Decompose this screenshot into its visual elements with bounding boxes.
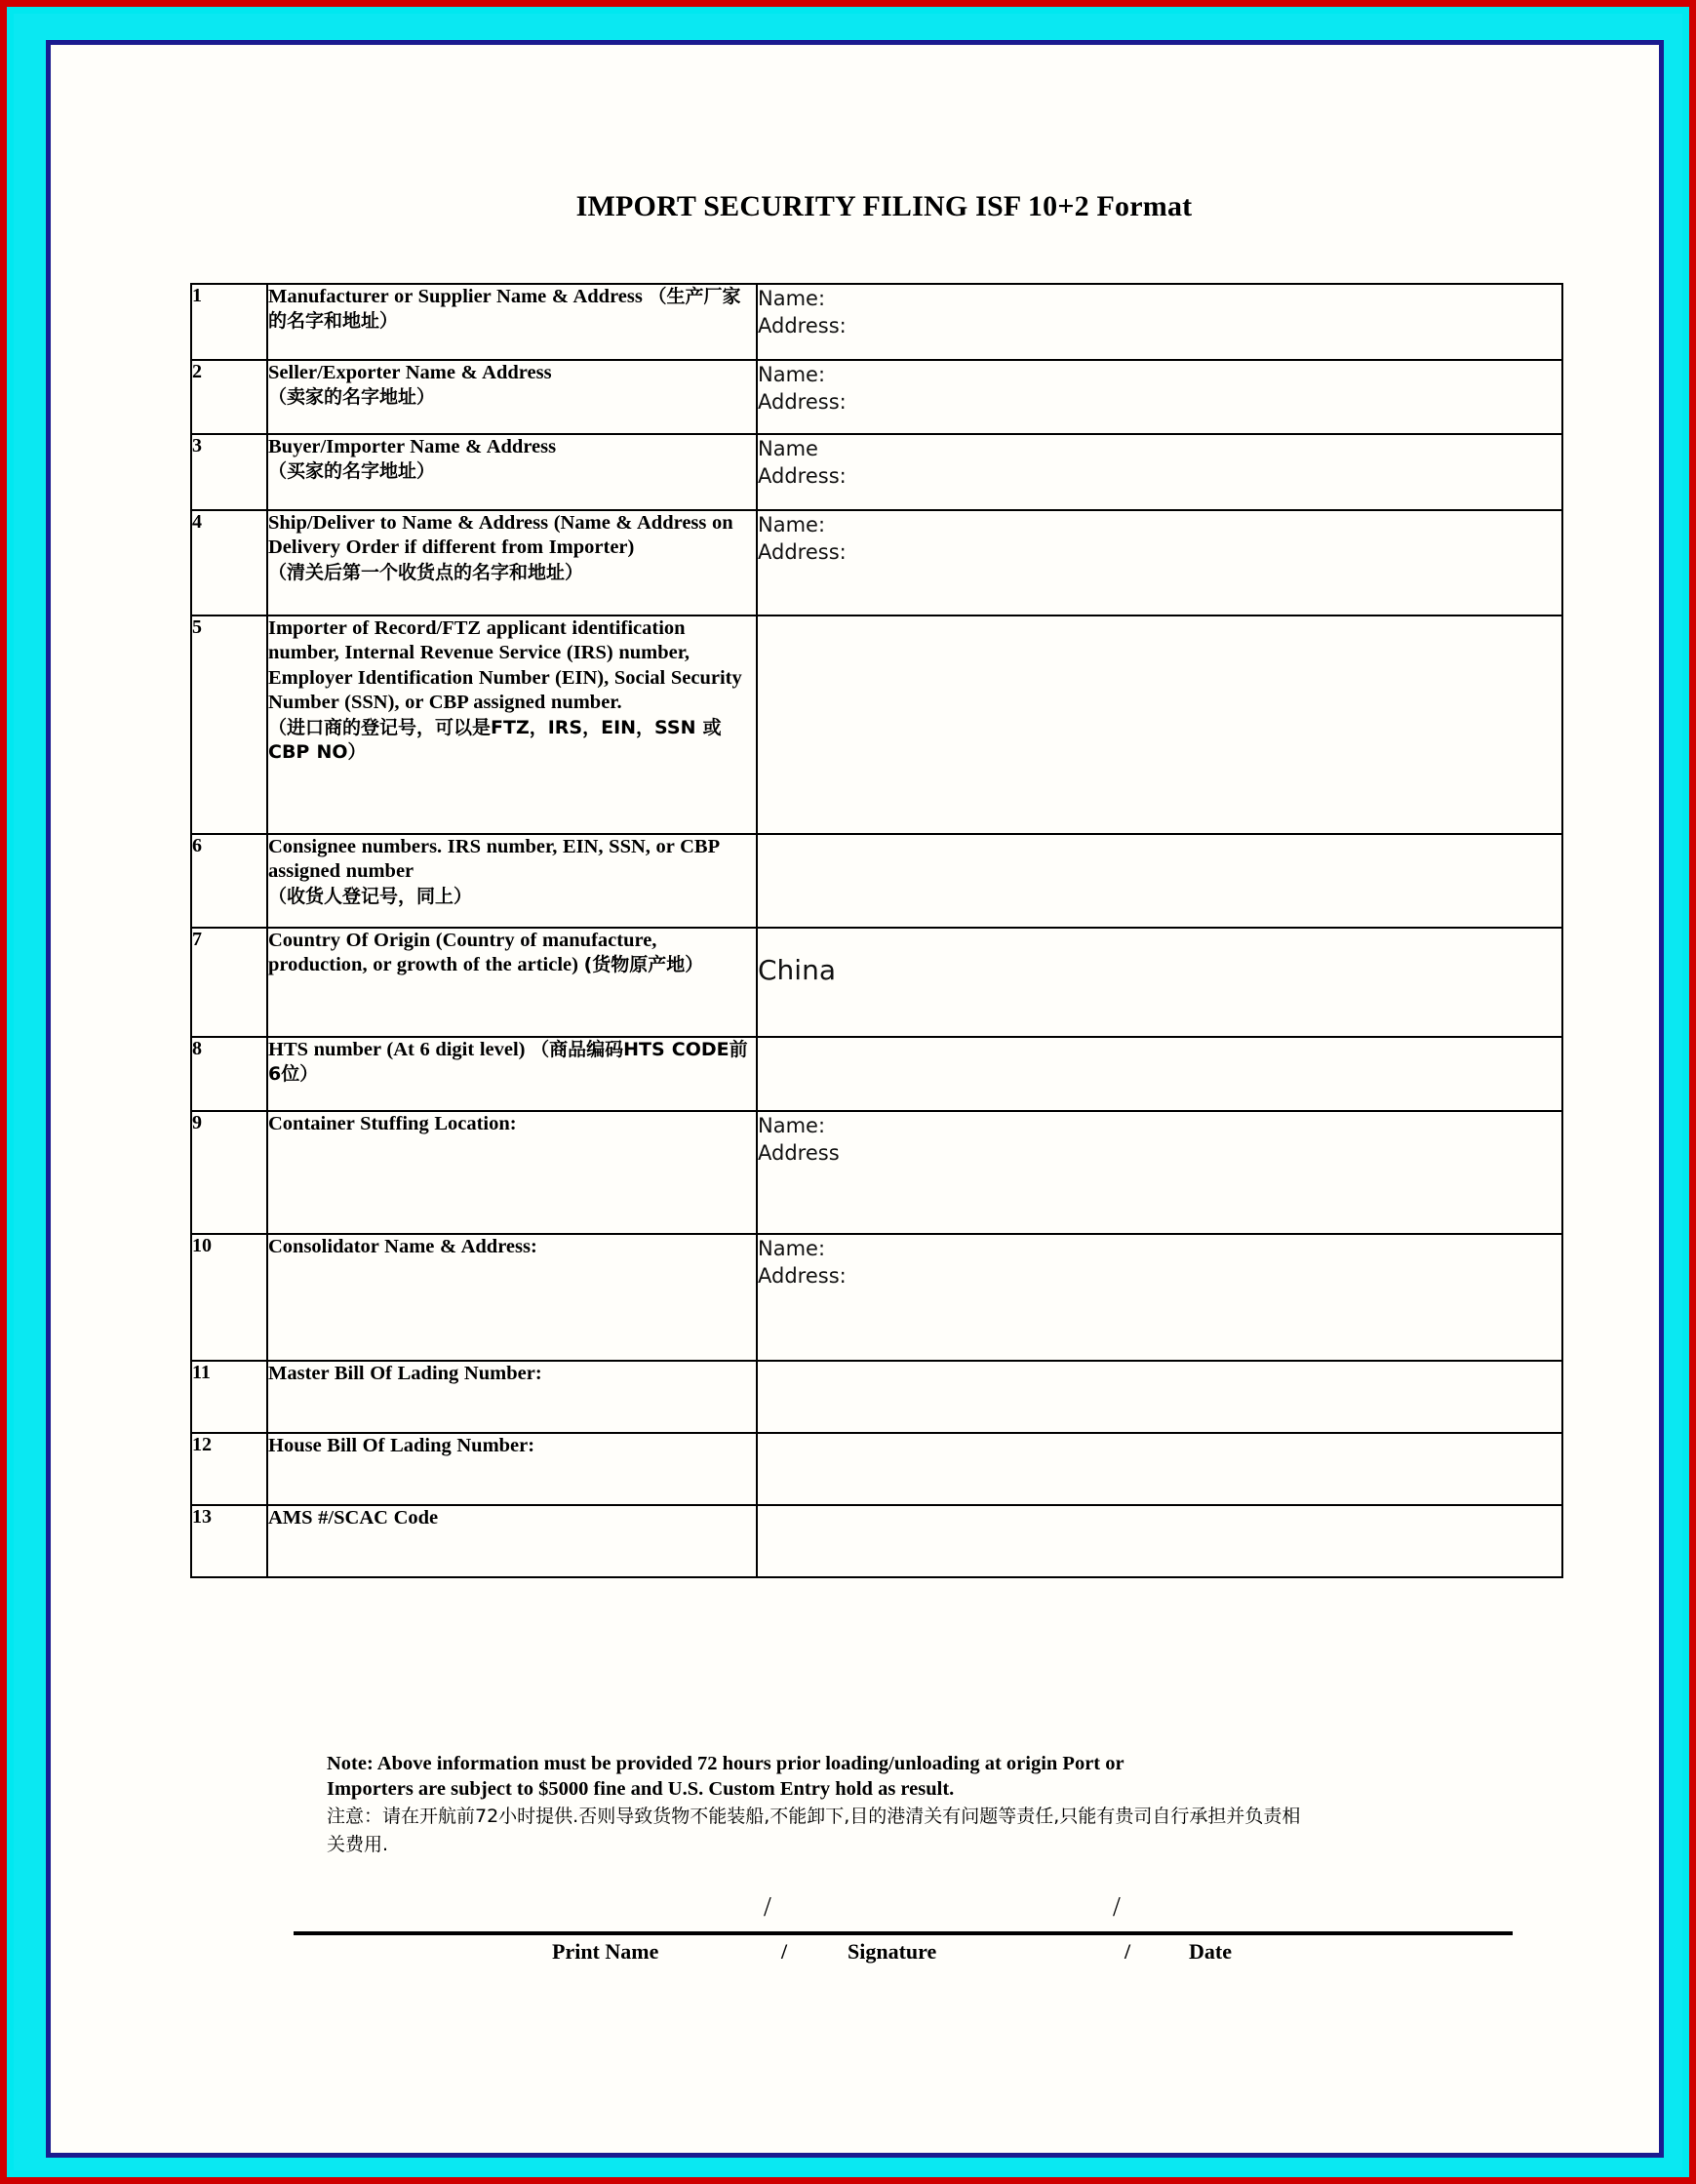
date-label: Date xyxy=(1189,1939,1232,1964)
row-label-cell xyxy=(267,615,757,834)
row-label-cell xyxy=(267,360,757,434)
row-number-cell: 10 xyxy=(191,1234,267,1361)
table-row xyxy=(191,1361,1562,1433)
note-english-line-1: Note: Above information must be provided 72 hours prior loading/unloading at origin Port or xyxy=(327,1753,1124,1774)
signature-block xyxy=(294,1885,1513,2002)
row-number-cell: 1 xyxy=(191,284,267,360)
note-english-line-2: Importers are subject to $5000 fine and U.S. Custom Entry hold as result. xyxy=(327,1778,955,1801)
signature-separator-1: / xyxy=(781,1939,788,1964)
value-line: Address xyxy=(758,1141,840,1166)
row-label-en: Buyer/Importer Name & Address xyxy=(268,436,557,457)
row-label-en: House Bill Of Lading Number: xyxy=(268,1435,535,1456)
table-row xyxy=(191,1111,1562,1234)
row-label-cell xyxy=(267,434,757,510)
row-value-cell[interactable] xyxy=(757,1111,1562,1234)
row-value-cell[interactable] xyxy=(757,1037,1562,1111)
signature-line[interactable] xyxy=(294,1931,1513,1935)
row-label-cell xyxy=(267,1433,757,1505)
table-row xyxy=(191,360,1562,434)
row-number-cell: 11 xyxy=(191,1361,267,1433)
signature-slash-mark-1: / xyxy=(764,1892,771,1923)
value-line: Name: xyxy=(758,363,826,386)
table-row xyxy=(191,1433,1562,1505)
row-number-cell: 7 xyxy=(191,928,267,1037)
row-value-cell[interactable] xyxy=(757,615,1562,834)
row-value-cell[interactable] xyxy=(757,360,1562,434)
row-label-en: Master Bill Of Lading Number: xyxy=(268,1363,542,1384)
row-label-en: Importer of Record/FTZ applicant identification number, Internal Revenue Service (IRS) number, Employer Identification Number (EIN), Social Security Number (SSN), or CBP assigned number. xyxy=(268,617,742,714)
row-label-cn: （卖家的名字地址） xyxy=(268,386,436,409)
value-line: Address: xyxy=(758,540,847,565)
country-of-origin-value: China xyxy=(758,954,836,986)
value-line: Address: xyxy=(758,1264,847,1289)
row-value-cell[interactable] xyxy=(757,1433,1562,1505)
row-label-en: Container Stuffing Location: xyxy=(268,1113,517,1134)
row-label-cn: （商品编码HTS CODE前6位） xyxy=(268,1039,748,1086)
value-spacer xyxy=(758,929,1561,954)
row-value-cell[interactable] xyxy=(757,1361,1562,1433)
row-label-cell xyxy=(267,1037,757,1111)
value-line: Name: xyxy=(758,1114,826,1137)
signature-labels xyxy=(294,1939,1513,1978)
table-row xyxy=(191,928,1562,1037)
row-number-cell: 12 xyxy=(191,1433,267,1505)
row-value-cell[interactable] xyxy=(757,510,1562,615)
signature-label: Signature xyxy=(848,1939,937,1964)
value-line: Address: xyxy=(758,314,847,338)
row-label-en: Seller/Exporter Name & Address xyxy=(268,362,552,383)
value-line: Name: xyxy=(758,513,826,536)
isf-form-table-body xyxy=(191,284,1562,1577)
row-label-cell xyxy=(267,1361,757,1433)
value-line: Name: xyxy=(758,287,826,310)
row-number-cell: 6 xyxy=(191,834,267,928)
row-value-cell[interactable] xyxy=(757,1505,1562,1577)
row-number-cell: 3 xyxy=(191,434,267,510)
table-row xyxy=(191,1037,1562,1111)
note-block xyxy=(327,1751,1526,1858)
value-line: Name xyxy=(758,437,818,460)
row-label-cn: (货物原产地） xyxy=(583,954,704,976)
row-value-cell[interactable] xyxy=(757,434,1562,510)
row-label-cell xyxy=(267,928,757,1037)
table-row xyxy=(191,1505,1562,1577)
table-row xyxy=(191,434,1562,510)
row-number-cell: 5 xyxy=(191,615,267,834)
row-label-cell xyxy=(267,834,757,928)
row-label-cell xyxy=(267,1505,757,1577)
row-label-cell xyxy=(267,1234,757,1361)
row-label-cell xyxy=(267,284,757,360)
isf-form-table xyxy=(190,283,1563,1578)
table-row xyxy=(191,510,1562,615)
row-label-cell xyxy=(267,1111,757,1234)
row-label-cell xyxy=(267,510,757,615)
row-number-cell: 9 xyxy=(191,1111,267,1234)
table-row xyxy=(191,615,1562,834)
row-label-en: AMS #/SCAC Code xyxy=(268,1507,439,1529)
row-label-en: Manufacturer or Supplier Name & Address xyxy=(268,286,643,307)
row-label-en: HTS number (At 6 digit level) xyxy=(268,1039,526,1060)
table-row xyxy=(191,1234,1562,1361)
row-number-cell: 2 xyxy=(191,360,267,434)
page-title: IMPORT SECURITY FILING ISF 10+2 Format xyxy=(575,190,1193,222)
document-page xyxy=(52,46,1658,2152)
row-number-cell: 4 xyxy=(191,510,267,615)
row-label-cn: （收货人登记号，同上） xyxy=(268,885,473,907)
print-name-label: Print Name xyxy=(552,1939,659,1964)
row-label-cn: （进口商的登记号，可以是FTZ，IRS，EIN，SSN 或CBP NO） xyxy=(268,716,722,764)
table-row xyxy=(191,284,1562,360)
row-label-en: Consignee numbers. IRS number, EIN, SSN, or CBP assigned number xyxy=(268,836,719,883)
row-label-cn: （买家的名字地址） xyxy=(268,460,436,483)
row-label-cn: （生产厂家的名字和地址） xyxy=(268,286,741,333)
row-label-cn: （清关后第一个收货点的名字和地址） xyxy=(268,561,584,583)
value-line: Name: xyxy=(758,1237,826,1260)
row-value-cell[interactable] xyxy=(757,834,1562,928)
row-value-cell[interactable] xyxy=(757,928,1562,1037)
value-line: Address: xyxy=(758,464,847,489)
signature-slash-mark-2: / xyxy=(1113,1892,1121,1923)
value-line: Address: xyxy=(758,390,847,415)
row-label-en: Country Of Origin (Country of manufacture, production, or growth of the article) xyxy=(268,930,657,976)
row-value-cell[interactable] xyxy=(757,284,1562,360)
row-number-cell: 8 xyxy=(191,1037,267,1111)
table-row xyxy=(191,834,1562,928)
row-number-cell: 13 xyxy=(191,1505,267,1577)
signature-separator-2: / xyxy=(1124,1939,1131,1964)
row-label-en: Consolidator Name & Address: xyxy=(268,1236,537,1257)
note-chinese-line-1: 注意：请在开航前72小时提供.否则导致货物不能装船,不能卸下,目的港清关有问题等责任,只能有贵司自行承担并负责相 xyxy=(327,1806,1301,1828)
row-value-cell[interactable] xyxy=(757,1234,1562,1361)
row-label-en: Ship/Deliver to Name & Address (Name & Address on Delivery Order if different from Importer) xyxy=(268,512,733,559)
note-chinese-line-2: 关费用. xyxy=(327,1834,389,1856)
